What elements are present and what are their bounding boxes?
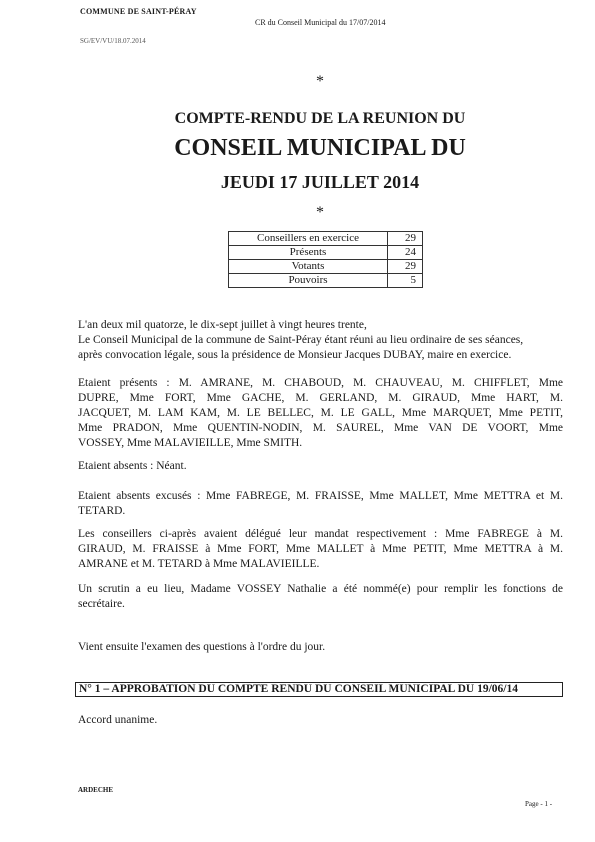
text-line: Un scrutin a eu lieu, Madame VOSSEY Nathalie a été nommé(e) pour remplir les fonctions de: [78, 583, 563, 595]
text-line: DUPRE, Mme FORT, Mme GACHE, M. GERLAND, M. GIRAUD, Mme HART, M.: [78, 392, 563, 404]
attendance-table: [228, 231, 423, 288]
page-number: Page - 1 -: [525, 800, 553, 808]
text-line: AMRANE et M. TETARD à Mme MALAVIEILLE.: [78, 558, 320, 570]
text-line: JACQUET, M. LAM KAM, M. LE BELLEC, M. LE GALL, Mme MARQUET, Mme PETIT,: [78, 407, 563, 419]
title-line-3: JEUDI 17 JUILLET 2014: [220, 172, 420, 192]
attendance-label: Conseillers en exercice: [229, 232, 388, 246]
opening-paragraph: [78, 318, 563, 363]
text-line: VOSSEY, Mme MALAVIEILLE, Mme SMITH.: [78, 437, 303, 449]
excused-paragraph: [78, 489, 563, 519]
attendance-label: Présents: [229, 246, 388, 260]
attendance-label: Votants: [229, 260, 388, 274]
attendance-value: 5: [388, 274, 423, 288]
text-line: L'an deux mil quatorze, le dix-sept juillet à vingt heures trente,: [78, 319, 367, 331]
text-line: après convocation légale, sous la présidence de Monsieur Jacques DUBAY, maire en exercice.: [78, 349, 512, 361]
text-line: Les conseillers ci-après avaient délégué leur mandat respectivement : Mme FABREGE à M.: [78, 528, 563, 540]
star-ornament-top: *: [316, 73, 324, 90]
header-commune: COMMUNE DE SAINT-PÉRAY: [80, 7, 197, 16]
text-line: Mme PRADON, Mme QUENTIN-NODIN, M. SAUREL, Mme VAN DE VOORT, Mme: [78, 422, 563, 434]
text-line: GIRAUD, M. FRAISSE à Mme FORT, Mme MALLET à Mme PETIT, Mme METTRA à M.: [78, 543, 563, 555]
table-row: [229, 274, 423, 288]
section-heading: N° 1 – APPROBATION DU COMPTE RENDU DU CONSEIL MUNICIPAL DU 19/06/14: [75, 682, 563, 697]
secretary-paragraph: [78, 582, 563, 612]
star-ornament-bottom: *: [316, 204, 324, 221]
attendance-value: 24: [388, 246, 423, 260]
header-reference: SG/EV/VU/18.07.2014: [80, 37, 146, 45]
title-line-2: CONSEIL MUNICIPAL DU: [174, 135, 466, 161]
agenda-paragraph: Vient ensuite l'examen des questions à l'ordre du jour.: [78, 641, 326, 653]
footer-department: ARDECHE: [78, 786, 114, 794]
attendance-value: 29: [388, 232, 423, 246]
attendance-value: 29: [388, 260, 423, 274]
section-result: Accord unanime.: [78, 714, 158, 726]
text-line: Etaient absents excusés : Mme FABREGE, M. FRAISSE, Mme MALLET, Mme METTRA et M.: [78, 490, 563, 502]
absent-paragraph: Etaient absents : Néant.: [78, 460, 187, 472]
text-line: secrétaire.: [78, 598, 125, 610]
attendance-label: Pouvoirs: [229, 274, 388, 288]
title-line-1: COMPTE-RENDU DE LA REUNION DU: [174, 110, 466, 127]
table-row: [229, 260, 423, 274]
proxies-paragraph: [78, 527, 563, 572]
text-line: Etaient présents : M. AMRANE, M. CHABOUD, M. CHAUVEAU, M. CHIFFLET, Mme: [78, 377, 563, 389]
text-line: TETARD.: [78, 505, 126, 517]
text-line: Le Conseil Municipal de la commune de Saint-Péray étant réuni au lieu ordinaire de ses séances,: [78, 334, 524, 346]
header-document-title: CR du Conseil Municipal du 17/07/2014: [255, 18, 386, 27]
table-row: [229, 246, 423, 260]
present-members-paragraph: [78, 376, 563, 451]
table-row: [229, 232, 423, 246]
